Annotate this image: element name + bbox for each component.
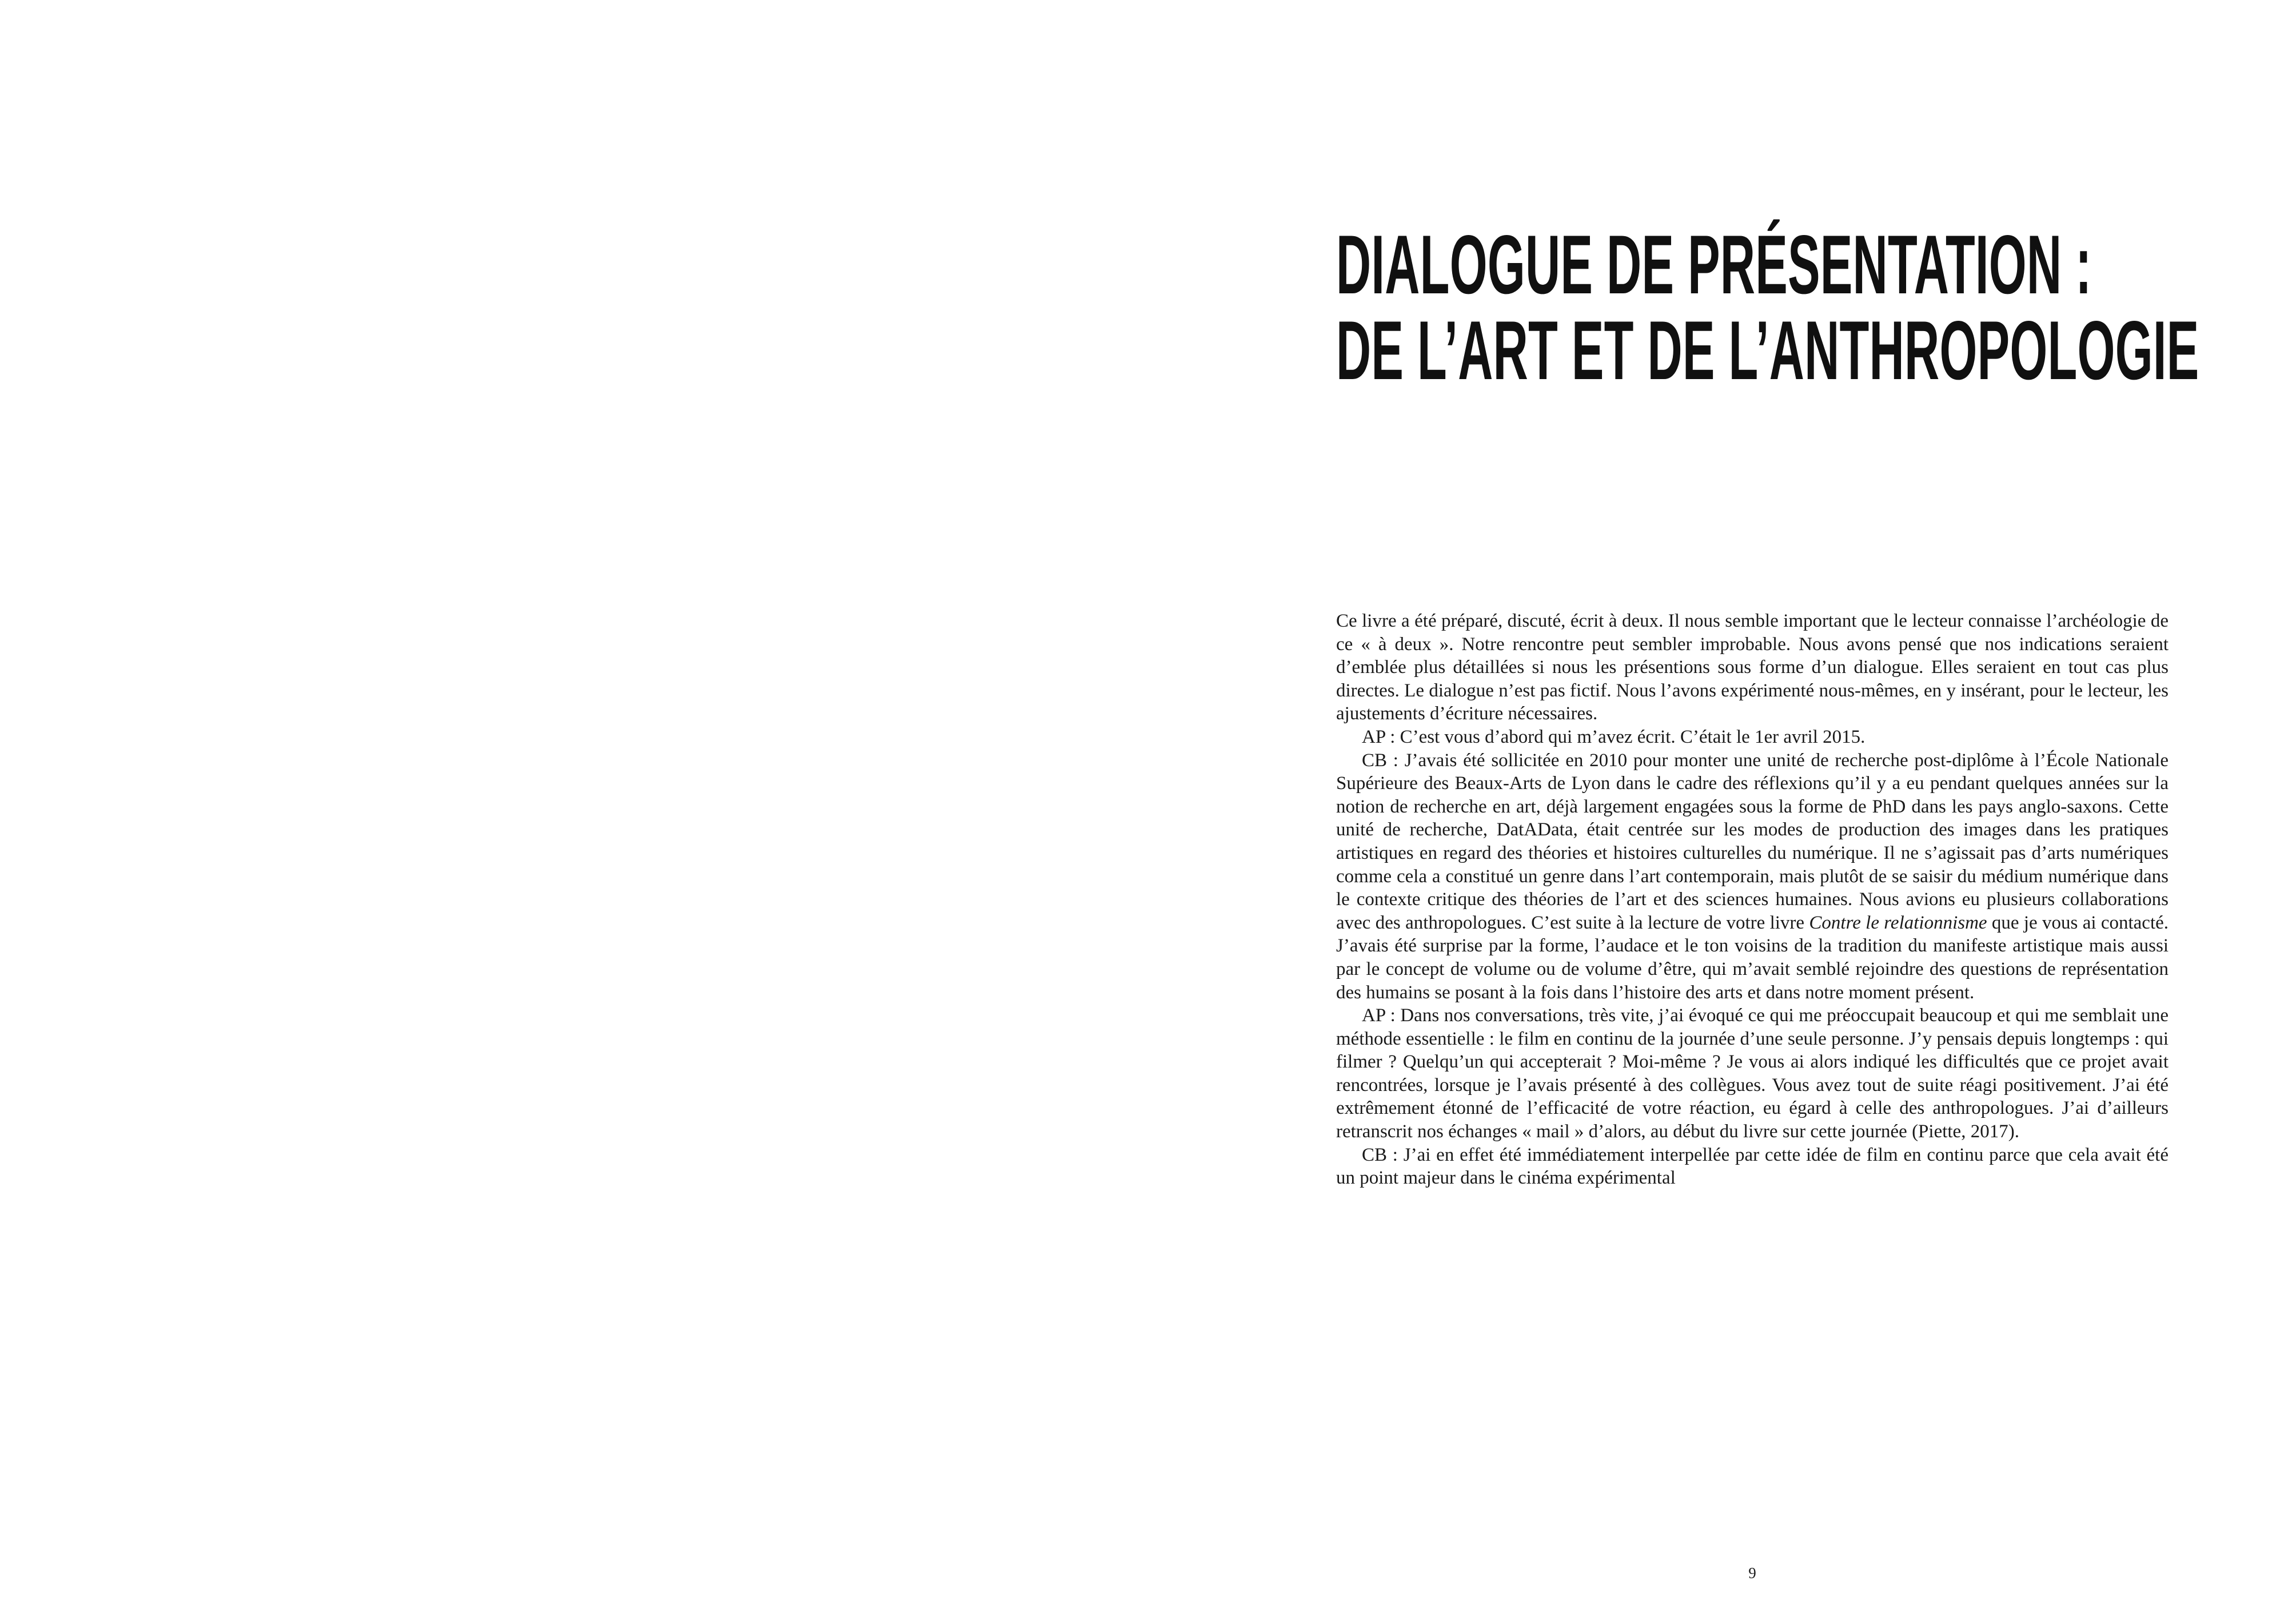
paragraph-text: AP : Dans nos conversations, très vite, j’ai évoqué ce qui me préoccupait beaucoup et qui me semblait une méthode essentielle : le film en continu de la journée d’une seule personne. J’y pensais depuis longtemps : qui filmer ? Quelqu’un qui accepterait ? Moi-même ? Je vous ai alors indiqué les difficultés que ce projet avait rencontrées, lorsque je l’avais présenté à des collègues. Vous avez tout de suite réagi positivement. J’ai été extrêmement étonné de l’efficacité de votre réaction, eu égard à celle des anthropologues. J’ai d’ailleurs retranscrit nos échanges « mail » d’alors, au début du livre sur cette journée (Piette, 2017). (1336, 1005, 2169, 1142)
paragraph (1336, 610, 2169, 726)
paragraph (1336, 749, 2169, 1005)
body-text (1336, 610, 2169, 1190)
paragraph (1336, 1004, 2169, 1144)
paragraph-text: que je vous ai contacté. J’avais été surprise par la forme, l’audace et le ton voisins de la tradition du manifeste artistique mais aussi par le concept de volume ou de volume d’être, qui m’avait semblé rejoindre des questions de représentation des humains se posant à la fois dans l’histoire des arts et dans notre moment présent. (1336, 912, 2169, 1003)
chapter-title-line-1: DIALOGUE DE PRÉSENTATION : (1336, 218, 2092, 311)
chapter-title-line-2: DE L’ART ET DE L’ANTHROPOLOGIE (1336, 304, 2199, 397)
paragraph-text: CB : J’avais été sollicitée en 2010 pour monter une unité de recherche post-diplôme à l’École Nationale Supérieure des Beaux-Arts de Lyon dans le cadre des réflexions qu’il y a eu pendant quelques années sur la notion de recherche en art, déjà largement engagées sous la forme de PhD dans les pays anglo-saxons. Cette unité de recherche, DatAData, était centrée sur les modes de production des images dans les pratiques artistiques en regard des théories et histoires culturelles du numérique. Il ne s’agissait pas d’arts numériques comme cela a constitué un genre dans l’art contemporain, mais plutôt de se saisir du médium numérique dans le contexte critique des théories de l’art et des sciences humaines. Nous avions eu plusieurs collaborations avec des anthropologues. C’est suite à la lecture de votre livre (1336, 750, 2169, 933)
paragraph-text: AP : C’est vous d’abord qui m’avez écrit. C’était le 1er avril 2015. (1362, 726, 1866, 747)
paragraph-text: CB : J’ai en effet été immédiatement interpellée par cette idée de film en continu parce que cela avait été un point majeur dans le cinéma expérimental (1336, 1144, 2169, 1189)
paragraph (1336, 726, 2169, 749)
page-number: 9 (1748, 1564, 1756, 1582)
book-title-reference: Contre le relationnisme (1809, 912, 1987, 933)
paragraph-text: Ce livre a été préparé, discuté, écrit à deux. Il nous semble important que le lecteur connaisse l’archéologie de ce « à deux ». Notre rencontre peut sembler improbable. Nous avons pensé que nos indications seraient d’emblée plus détaillées si nous les présentions sous forme d’un dialogue. Elles seraient en tout cas plus directes. Le dialogue n’est pas fictif. Nous l’avons expérimenté nous-mêmes, en y insérant, pour le lecteur, les ajustements d’écriture nécessaires. (1336, 611, 2169, 724)
paragraph (1336, 1144, 2169, 1190)
chapter-title (1336, 218, 2199, 397)
